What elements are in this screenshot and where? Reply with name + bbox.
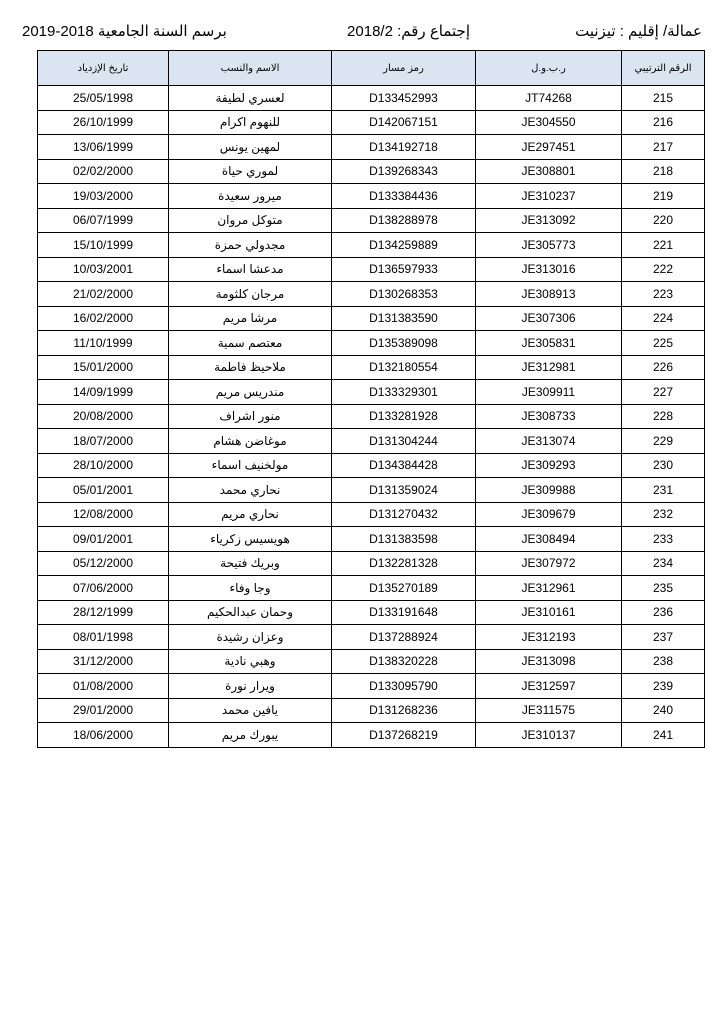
cell-id-card: JE313074 <box>476 429 622 454</box>
cell-rank: 218 <box>622 159 705 184</box>
cell-id-card: JE308494 <box>476 527 622 552</box>
cell-id-card: JE309911 <box>476 380 622 405</box>
cell-massar-code: D135389098 <box>332 331 476 356</box>
cell-full-name: وجا وفاء <box>169 576 332 601</box>
cell-rank: 239 <box>622 674 705 699</box>
cell-rank: 238 <box>622 649 705 674</box>
region-label: عمالة/ إقليم : تيزنيت <box>575 23 702 40</box>
cell-id-card: JE313092 <box>476 208 622 233</box>
cell-rank: 226 <box>622 355 705 380</box>
cell-massar-code: D138288978 <box>332 208 476 233</box>
cell-massar-code: D134384428 <box>332 453 476 478</box>
cell-massar-code: D132281328 <box>332 551 476 576</box>
table-row <box>38 429 705 454</box>
cell-rank: 240 <box>622 698 705 723</box>
cell-id-card: JE308801 <box>476 159 622 184</box>
students-table <box>37 50 705 748</box>
table-row <box>38 600 705 625</box>
cell-full-name: منور اشراف <box>169 404 332 429</box>
table-row <box>38 331 705 356</box>
cell-full-name: لموري حياة <box>169 159 332 184</box>
table-row <box>38 576 705 601</box>
table-row <box>38 257 705 282</box>
cell-full-name: مندريس مريم <box>169 380 332 405</box>
cell-full-name: وبريك فتيحة <box>169 551 332 576</box>
cell-massar-code: D135270189 <box>332 576 476 601</box>
cell-massar-code: D131383590 <box>332 306 476 331</box>
table-row <box>38 723 705 748</box>
cell-birth-date: 14/09/1999 <box>38 380 169 405</box>
cell-birth-date: 29/01/2000 <box>38 698 169 723</box>
cell-id-card: JE310161 <box>476 600 622 625</box>
cell-massar-code: D131268236 <box>332 698 476 723</box>
column-header-id-card: ر.ب.و.ل <box>476 51 622 86</box>
table-row <box>38 233 705 258</box>
table-row <box>38 208 705 233</box>
cell-id-card: JE304550 <box>476 110 622 135</box>
table-row <box>38 404 705 429</box>
cell-id-card: JE309293 <box>476 453 622 478</box>
cell-rank: 229 <box>622 429 705 454</box>
cell-massar-code: D133452993 <box>332 86 476 111</box>
cell-id-card: JE312193 <box>476 625 622 650</box>
table-row <box>38 502 705 527</box>
cell-rank: 217 <box>622 135 705 160</box>
table-row <box>38 453 705 478</box>
cell-id-card: JE307972 <box>476 551 622 576</box>
cell-birth-date: 15/01/2000 <box>38 355 169 380</box>
cell-full-name: مرجان كلثومة <box>169 282 332 307</box>
cell-id-card: JE305773 <box>476 233 622 258</box>
cell-birth-date: 18/06/2000 <box>38 723 169 748</box>
cell-full-name: يبورك مريم <box>169 723 332 748</box>
cell-massar-code: D133095790 <box>332 674 476 699</box>
cell-id-card: JE311575 <box>476 698 622 723</box>
table-row <box>38 551 705 576</box>
cell-id-card: JE313098 <box>476 649 622 674</box>
cell-birth-date: 06/07/1999 <box>38 208 169 233</box>
cell-id-card: JE310237 <box>476 184 622 209</box>
cell-full-name: مجدولي حمزة <box>169 233 332 258</box>
cell-rank: 225 <box>622 331 705 356</box>
cell-massar-code: D132180554 <box>332 355 476 380</box>
cell-massar-code: D134259889 <box>332 233 476 258</box>
cell-rank: 221 <box>622 233 705 258</box>
table-row <box>38 159 705 184</box>
cell-id-card: JT74268 <box>476 86 622 111</box>
cell-rank: 234 <box>622 551 705 576</box>
table-row <box>38 527 705 552</box>
cell-full-name: ميرور سعيدة <box>169 184 332 209</box>
cell-birth-date: 02/02/2000 <box>38 159 169 184</box>
table-row <box>38 355 705 380</box>
cell-birth-date: 07/06/2000 <box>38 576 169 601</box>
cell-id-card: JE312961 <box>476 576 622 601</box>
cell-massar-code: D131270432 <box>332 502 476 527</box>
table-row <box>38 478 705 503</box>
cell-massar-code: D134192718 <box>332 135 476 160</box>
cell-id-card: JE310137 <box>476 723 622 748</box>
cell-full-name: نحاري محمد <box>169 478 332 503</box>
cell-massar-code: D130268353 <box>332 282 476 307</box>
cell-rank: 219 <box>622 184 705 209</box>
cell-rank: 223 <box>622 282 705 307</box>
cell-full-name: نحاري مريم <box>169 502 332 527</box>
cell-full-name: لمهين يونس <box>169 135 332 160</box>
cell-rank: 228 <box>622 404 705 429</box>
table-row <box>38 625 705 650</box>
cell-birth-date: 09/01/2001 <box>38 527 169 552</box>
cell-full-name: يافين محمد <box>169 698 332 723</box>
cell-birth-date: 15/10/1999 <box>38 233 169 258</box>
table-row <box>38 110 705 135</box>
table-row <box>38 86 705 111</box>
table-row <box>38 674 705 699</box>
cell-massar-code: D133281928 <box>332 404 476 429</box>
cell-birth-date: 11/10/1999 <box>38 331 169 356</box>
cell-massar-code: D142067151 <box>332 110 476 135</box>
cell-rank: 233 <box>622 527 705 552</box>
cell-id-card: JE309988 <box>476 478 622 503</box>
cell-massar-code: D137268219 <box>332 723 476 748</box>
cell-id-card: JE309679 <box>476 502 622 527</box>
table-row <box>38 306 705 331</box>
cell-rank: 241 <box>622 723 705 748</box>
cell-rank: 216 <box>622 110 705 135</box>
cell-rank: 237 <box>622 625 705 650</box>
cell-birth-date: 19/03/2000 <box>38 184 169 209</box>
cell-birth-date: 25/05/1998 <box>38 86 169 111</box>
cell-massar-code: D136597933 <box>332 257 476 282</box>
cell-rank: 224 <box>622 306 705 331</box>
cell-rank: 236 <box>622 600 705 625</box>
column-header-rank: الرقم الترتيبي <box>622 51 705 86</box>
cell-rank: 231 <box>622 478 705 503</box>
cell-birth-date: 10/03/2001 <box>38 257 169 282</box>
table-row <box>38 184 705 209</box>
column-header-birth-date: تاريخ الإزدياد <box>38 51 169 86</box>
cell-id-card: JE312597 <box>476 674 622 699</box>
meeting-label: إجتماع رقم: 2018/2 <box>347 23 470 40</box>
cell-massar-code: D133329301 <box>332 380 476 405</box>
cell-massar-code: D133384436 <box>332 184 476 209</box>
table-body <box>38 86 705 748</box>
cell-full-name: متوكل مروان <box>169 208 332 233</box>
cell-birth-date: 12/08/2000 <box>38 502 169 527</box>
cell-rank: 222 <box>622 257 705 282</box>
column-header-full-name: الاسم والنسب <box>169 51 332 86</box>
cell-full-name: ملاحيظ فاطمة <box>169 355 332 380</box>
cell-massar-code: D131359024 <box>332 478 476 503</box>
table-row <box>38 380 705 405</box>
cell-full-name: وعزان رشيدة <box>169 625 332 650</box>
cell-birth-date: 31/12/2000 <box>38 649 169 674</box>
cell-birth-date: 28/10/2000 <box>38 453 169 478</box>
table-header-row <box>38 51 705 86</box>
academic-year-label: برسم السنة الجامعية 2018-2019 <box>22 23 227 40</box>
cell-rank: 230 <box>622 453 705 478</box>
cell-birth-date: 21/02/2000 <box>38 282 169 307</box>
cell-full-name: مرشا مريم <box>169 306 332 331</box>
cell-massar-code: D131304244 <box>332 429 476 454</box>
cell-full-name: هويسيس زكرياء <box>169 527 332 552</box>
table-header <box>38 51 705 86</box>
cell-id-card: JE312981 <box>476 355 622 380</box>
cell-massar-code: D137288924 <box>332 625 476 650</box>
cell-birth-date: 20/08/2000 <box>38 404 169 429</box>
cell-id-card: JE308913 <box>476 282 622 307</box>
cell-massar-code: D139268343 <box>332 159 476 184</box>
cell-birth-date: 28/12/1999 <box>38 600 169 625</box>
cell-id-card: JE297451 <box>476 135 622 160</box>
table-row <box>38 698 705 723</box>
cell-full-name: مولخنيف اسماء <box>169 453 332 478</box>
cell-rank: 232 <box>622 502 705 527</box>
cell-full-name: وهبي نادية <box>169 649 332 674</box>
cell-full-name: وحمان عبدالحكيم <box>169 600 332 625</box>
column-header-massar-code: رمز مسار <box>332 51 476 86</box>
cell-full-name: ويرار نورة <box>169 674 332 699</box>
table-row <box>38 649 705 674</box>
cell-id-card: JE307306 <box>476 306 622 331</box>
cell-full-name: لعسري لطيفة <box>169 86 332 111</box>
cell-birth-date: 05/01/2001 <box>38 478 169 503</box>
cell-rank: 235 <box>622 576 705 601</box>
cell-id-card: JE308733 <box>476 404 622 429</box>
cell-full-name: معتصم سمية <box>169 331 332 356</box>
cell-birth-date: 18/07/2000 <box>38 429 169 454</box>
cell-full-name: مدعشا اسماء <box>169 257 332 282</box>
cell-full-name: موغاضن هشام <box>169 429 332 454</box>
cell-birth-date: 01/08/2000 <box>38 674 169 699</box>
page-header <box>22 22 702 44</box>
cell-rank: 220 <box>622 208 705 233</box>
cell-full-name: للنهوم اكرام <box>169 110 332 135</box>
cell-birth-date: 05/12/2000 <box>38 551 169 576</box>
cell-id-card: JE305831 <box>476 331 622 356</box>
cell-rank: 227 <box>622 380 705 405</box>
cell-birth-date: 13/06/1999 <box>38 135 169 160</box>
table-row <box>38 135 705 160</box>
cell-massar-code: D133191648 <box>332 600 476 625</box>
cell-birth-date: 26/10/1999 <box>38 110 169 135</box>
table-row <box>38 282 705 307</box>
cell-birth-date: 16/02/2000 <box>38 306 169 331</box>
cell-rank: 215 <box>622 86 705 111</box>
cell-massar-code: D138320228 <box>332 649 476 674</box>
cell-massar-code: D131383598 <box>332 527 476 552</box>
cell-birth-date: 08/01/1998 <box>38 625 169 650</box>
cell-id-card: JE313016 <box>476 257 622 282</box>
